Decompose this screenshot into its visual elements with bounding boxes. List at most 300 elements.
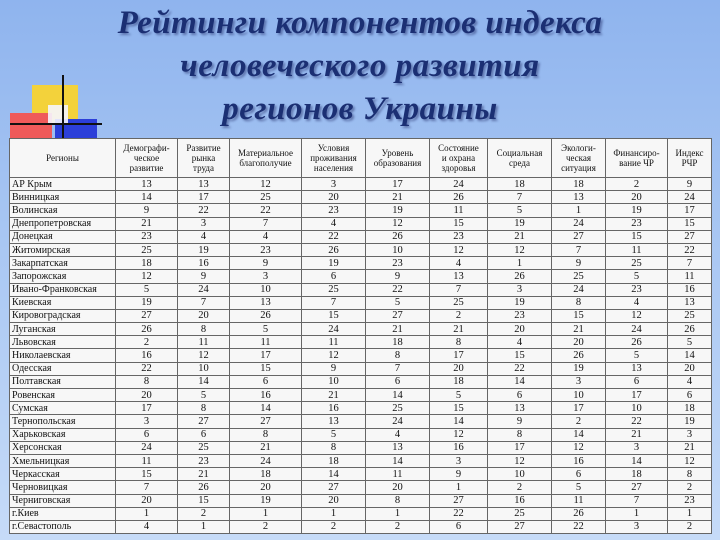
rating-cell: 15 <box>116 468 178 481</box>
rating-cell: 26 <box>116 323 178 336</box>
region-name-cell: Закарпатская <box>10 257 116 270</box>
table-row <box>10 375 712 388</box>
rating-cell: 15 <box>668 217 712 230</box>
rating-cell: 4 <box>668 375 712 388</box>
rating-cell: 26 <box>302 243 366 256</box>
rating-cell: 25 <box>552 270 606 283</box>
rating-cell: 8 <box>230 428 302 441</box>
rating-cell: 3 <box>430 454 488 467</box>
rating-cell: 26 <box>488 270 552 283</box>
rating-cell: 25 <box>366 402 430 415</box>
rating-cell: 3 <box>116 415 178 428</box>
table-row <box>10 454 712 467</box>
table-row <box>10 389 712 402</box>
rating-cell: 21 <box>116 217 178 230</box>
rating-cell: 3 <box>178 217 230 230</box>
rating-cell: 22 <box>178 204 230 217</box>
rating-cell: 9 <box>488 415 552 428</box>
rating-cell: 26 <box>606 336 668 349</box>
rating-cell: 5 <box>178 389 230 402</box>
rating-cell: 2 <box>668 520 712 533</box>
rating-cell: 9 <box>430 468 488 481</box>
rating-cell: 14 <box>668 349 712 362</box>
rating-cell: 21 <box>488 230 552 243</box>
rating-cell: 22 <box>430 507 488 520</box>
table-row <box>10 191 712 204</box>
rating-cell: 10 <box>366 243 430 256</box>
rating-cell: 18 <box>552 178 606 191</box>
rating-cell: 6 <box>366 375 430 388</box>
rating-cell: 8 <box>178 402 230 415</box>
rating-cell: 22 <box>116 362 178 375</box>
rating-cell: 12 <box>178 349 230 362</box>
rating-cell: 5 <box>668 336 712 349</box>
rating-cell: 26 <box>178 481 230 494</box>
rating-cell: 14 <box>116 191 178 204</box>
table-row <box>10 362 712 375</box>
rating-cell: 20 <box>488 323 552 336</box>
region-name-cell: Житомирская <box>10 243 116 256</box>
rating-cell: 8 <box>178 323 230 336</box>
rating-cell: 20 <box>366 481 430 494</box>
rating-cell: 2 <box>430 309 488 322</box>
region-name-cell: Ивано-Франковская <box>10 283 116 296</box>
rating-cell: 4 <box>116 520 178 533</box>
rating-cell: 18 <box>430 375 488 388</box>
rating-cell: 17 <box>668 204 712 217</box>
rating-cell: 2 <box>366 520 430 533</box>
rating-cell: 27 <box>430 494 488 507</box>
rating-cell: 19 <box>302 257 366 270</box>
rating-cell: 3 <box>552 375 606 388</box>
table-row <box>10 323 712 336</box>
rating-cell: 7 <box>606 494 668 507</box>
rating-cell: 20 <box>668 362 712 375</box>
rating-cell: 27 <box>230 415 302 428</box>
title-line-1: Рейтинги компонентов индекса <box>117 5 603 41</box>
rating-cell: 20 <box>606 191 668 204</box>
rating-cell: 11 <box>668 270 712 283</box>
rating-cell: 18 <box>366 336 430 349</box>
rating-cell: 9 <box>552 257 606 270</box>
region-name-cell: Киевская <box>10 296 116 309</box>
rating-cell: 9 <box>178 270 230 283</box>
rating-cell: 8 <box>430 336 488 349</box>
rating-cell: 21 <box>366 323 430 336</box>
table-row <box>10 257 712 270</box>
rating-cell: 25 <box>430 296 488 309</box>
rating-cell: 21 <box>178 468 230 481</box>
rating-cell: 10 <box>552 389 606 402</box>
rating-cell: 4 <box>488 336 552 349</box>
rating-cell: 23 <box>668 494 712 507</box>
rating-cell: 13 <box>178 178 230 191</box>
rating-cell: 1 <box>668 507 712 520</box>
table-body <box>10 178 712 534</box>
rating-cell: 3 <box>606 441 668 454</box>
rating-cell: 27 <box>366 309 430 322</box>
rating-cell: 26 <box>230 309 302 322</box>
rating-cell: 14 <box>230 402 302 415</box>
region-name-cell: Одесская <box>10 362 116 375</box>
rating-cell: 8 <box>366 494 430 507</box>
rating-cell: 15 <box>488 349 552 362</box>
rating-cell: 8 <box>668 468 712 481</box>
table-row <box>10 296 712 309</box>
rating-cell: 9 <box>668 178 712 191</box>
rating-cell: 18 <box>668 402 712 415</box>
rating-cell: 23 <box>302 204 366 217</box>
rating-cell: 16 <box>488 494 552 507</box>
column-header: Индекс РЧР <box>668 139 712 178</box>
table-row <box>10 243 712 256</box>
horizontal-line <box>10 123 102 125</box>
rating-cell: 13 <box>488 402 552 415</box>
rating-cell: 16 <box>430 441 488 454</box>
rating-cell: 22 <box>668 243 712 256</box>
table-row <box>10 178 712 191</box>
rating-cell: 16 <box>116 349 178 362</box>
rating-cell: 3 <box>488 283 552 296</box>
rating-cell: 1 <box>230 507 302 520</box>
rating-cell: 10 <box>178 362 230 375</box>
rating-cell: 26 <box>668 323 712 336</box>
rating-cell: 10 <box>302 375 366 388</box>
rating-cell: 24 <box>552 283 606 296</box>
rating-cell: 6 <box>430 520 488 533</box>
rating-cell: 4 <box>430 257 488 270</box>
table-row <box>10 270 712 283</box>
table-row <box>10 415 712 428</box>
column-header: Уровень образования <box>366 139 430 178</box>
rating-cell: 12 <box>668 454 712 467</box>
rating-cell: 2 <box>178 507 230 520</box>
rating-cell: 24 <box>302 323 366 336</box>
column-header: Развитие рынка труда <box>178 139 230 178</box>
rating-cell: 1 <box>116 507 178 520</box>
rating-cell: 20 <box>178 309 230 322</box>
rating-cell: 14 <box>488 375 552 388</box>
region-name-cell: Тернопольская <box>10 415 116 428</box>
region-name-cell: Харьковская <box>10 428 116 441</box>
rating-cell: 6 <box>302 270 366 283</box>
rating-cell: 11 <box>366 468 430 481</box>
rating-cell: 24 <box>668 191 712 204</box>
rating-cell: 23 <box>430 230 488 243</box>
rating-cell: 18 <box>116 257 178 270</box>
rating-cell: 23 <box>116 230 178 243</box>
white-square <box>48 105 68 125</box>
rating-cell: 18 <box>230 468 302 481</box>
rating-cell: 25 <box>302 283 366 296</box>
rating-cell: 13 <box>116 178 178 191</box>
table-row <box>10 217 712 230</box>
rating-cell: 12 <box>116 270 178 283</box>
rating-cell: 3 <box>302 178 366 191</box>
rating-cell: 22 <box>488 362 552 375</box>
rating-cell: 12 <box>488 243 552 256</box>
rating-cell: 23 <box>230 243 302 256</box>
rating-cell: 27 <box>178 415 230 428</box>
rating-cell: 19 <box>668 415 712 428</box>
ratings-table <box>9 138 712 534</box>
region-name-cell: АР Крым <box>10 178 116 191</box>
rating-cell: 1 <box>606 507 668 520</box>
rating-cell: 19 <box>116 296 178 309</box>
rating-cell: 14 <box>302 468 366 481</box>
rating-cell: 14 <box>552 428 606 441</box>
region-name-cell: Донецкая <box>10 230 116 243</box>
rating-cell: 7 <box>230 217 302 230</box>
region-name-cell: Винницкая <box>10 191 116 204</box>
column-header: Демографи- ческое развитие <box>116 139 178 178</box>
rating-cell: 5 <box>606 270 668 283</box>
rating-cell: 20 <box>302 191 366 204</box>
rating-cell: 5 <box>366 296 430 309</box>
rating-cell: 17 <box>366 178 430 191</box>
rating-cell: 4 <box>606 296 668 309</box>
region-name-cell: Черновицкая <box>10 481 116 494</box>
rating-cell: 2 <box>668 481 712 494</box>
region-name-cell: Ровенская <box>10 389 116 402</box>
rating-cell: 27 <box>552 230 606 243</box>
rating-cell: 12 <box>488 454 552 467</box>
rating-cell: 21 <box>230 441 302 454</box>
page-title <box>60 2 660 131</box>
rating-cell: 9 <box>230 257 302 270</box>
rating-cell: 23 <box>366 257 430 270</box>
rating-cell: 7 <box>552 243 606 256</box>
rating-cell: 13 <box>230 296 302 309</box>
rating-cell: 14 <box>366 454 430 467</box>
rating-cell: 6 <box>116 428 178 441</box>
rating-cell: 19 <box>606 204 668 217</box>
rating-cell: 21 <box>668 441 712 454</box>
rating-cell: 22 <box>230 204 302 217</box>
rating-cell: 9 <box>302 362 366 375</box>
rating-cell: 1 <box>366 507 430 520</box>
rating-cell: 16 <box>302 402 366 415</box>
rating-cell: 12 <box>430 428 488 441</box>
rating-cell: 1 <box>302 507 366 520</box>
rating-cell: 27 <box>488 520 552 533</box>
rating-cell: 5 <box>230 323 302 336</box>
rating-cell: 15 <box>302 309 366 322</box>
rating-cell: 27 <box>668 230 712 243</box>
rating-cell: 5 <box>488 204 552 217</box>
rating-cell: 2 <box>606 178 668 191</box>
rating-cell: 27 <box>302 481 366 494</box>
rating-cell: 10 <box>488 468 552 481</box>
column-header: Регионы <box>10 139 116 178</box>
region-name-cell: Хмельницкая <box>10 454 116 467</box>
column-header: Состояние и охрана здоровья <box>430 139 488 178</box>
rating-cell: 6 <box>230 375 302 388</box>
rating-cell: 13 <box>552 191 606 204</box>
region-name-cell: Луганская <box>10 323 116 336</box>
rating-cell: 21 <box>606 428 668 441</box>
rating-cell: 24 <box>230 454 302 467</box>
rating-cell: 12 <box>430 243 488 256</box>
rating-cell: 18 <box>302 454 366 467</box>
rating-cell: 4 <box>178 230 230 243</box>
table-row <box>10 309 712 322</box>
rating-cell: 13 <box>430 270 488 283</box>
rating-cell: 25 <box>488 507 552 520</box>
rating-cell: 5 <box>552 481 606 494</box>
table-header-row <box>10 139 712 178</box>
rating-cell: 1 <box>552 204 606 217</box>
rating-cell: 18 <box>488 178 552 191</box>
rating-cell: 17 <box>552 402 606 415</box>
rating-cell: 6 <box>606 375 668 388</box>
rating-cell: 19 <box>552 362 606 375</box>
rating-cell: 17 <box>116 402 178 415</box>
rating-cell: 5 <box>430 389 488 402</box>
rating-cell: 16 <box>552 454 606 467</box>
rating-cell: 27 <box>116 309 178 322</box>
rating-cell: 11 <box>116 454 178 467</box>
table-row <box>10 283 712 296</box>
rating-cell: 2 <box>302 520 366 533</box>
rating-cell: 5 <box>606 349 668 362</box>
rating-cell: 17 <box>488 441 552 454</box>
rating-cell: 2 <box>552 415 606 428</box>
rating-cell: 12 <box>606 309 668 322</box>
rating-cell: 15 <box>178 494 230 507</box>
region-name-cell: г.Севастополь <box>10 520 116 533</box>
table-row <box>10 402 712 415</box>
region-name-cell: Полтавская <box>10 375 116 388</box>
rating-cell: 6 <box>178 428 230 441</box>
region-name-cell: Херсонская <box>10 441 116 454</box>
rating-cell: 19 <box>488 296 552 309</box>
rating-cell: 26 <box>552 507 606 520</box>
rating-cell: 18 <box>606 468 668 481</box>
rating-cell: 2 <box>230 520 302 533</box>
rating-cell: 2 <box>116 336 178 349</box>
rating-cell: 25 <box>668 309 712 322</box>
rating-cell: 17 <box>430 349 488 362</box>
rating-cell: 23 <box>488 309 552 322</box>
table-row <box>10 520 712 533</box>
rating-cell: 15 <box>430 402 488 415</box>
rating-cell: 11 <box>606 243 668 256</box>
rating-cell: 8 <box>552 296 606 309</box>
table-row <box>10 204 712 217</box>
rating-cell: 24 <box>116 441 178 454</box>
column-header: Материальное благополучие <box>230 139 302 178</box>
rating-cell: 19 <box>488 217 552 230</box>
rating-cell: 11 <box>552 494 606 507</box>
rating-cell: 1 <box>430 481 488 494</box>
rating-cell: 11 <box>178 336 230 349</box>
rating-cell: 9 <box>366 270 430 283</box>
rating-cell: 6 <box>668 389 712 402</box>
rating-cell: 14 <box>606 454 668 467</box>
rating-cell: 20 <box>552 336 606 349</box>
rating-cell: 7 <box>430 283 488 296</box>
rating-cell: 25 <box>116 243 178 256</box>
rating-cell: 24 <box>366 415 430 428</box>
rating-cell: 20 <box>430 362 488 375</box>
rating-cell: 7 <box>668 257 712 270</box>
rating-cell: 15 <box>230 362 302 375</box>
rating-cell: 15 <box>606 230 668 243</box>
rating-cell: 21 <box>430 323 488 336</box>
rating-cell: 8 <box>366 349 430 362</box>
rating-cell: 21 <box>302 389 366 402</box>
rating-cell: 23 <box>178 454 230 467</box>
rating-cell: 20 <box>116 389 178 402</box>
rating-cell: 12 <box>552 441 606 454</box>
rating-cell: 14 <box>178 375 230 388</box>
ratings-table-container <box>9 138 711 534</box>
rating-cell: 15 <box>430 217 488 230</box>
rating-cell: 20 <box>302 494 366 507</box>
rating-cell: 17 <box>606 389 668 402</box>
rating-cell: 10 <box>230 283 302 296</box>
rating-cell: 13 <box>668 296 712 309</box>
rating-cell: 19 <box>230 494 302 507</box>
rating-cell: 3 <box>668 428 712 441</box>
rating-cell: 11 <box>430 204 488 217</box>
table-row <box>10 494 712 507</box>
rating-cell: 2 <box>488 481 552 494</box>
rating-cell: 11 <box>230 336 302 349</box>
table-row <box>10 481 712 494</box>
table-row <box>10 336 712 349</box>
rating-cell: 26 <box>366 230 430 243</box>
rating-cell: 13 <box>366 441 430 454</box>
table-row <box>10 428 712 441</box>
rating-cell: 14 <box>366 389 430 402</box>
rating-cell: 22 <box>606 415 668 428</box>
region-name-cell: Днепропетровская <box>10 217 116 230</box>
rating-cell: 12 <box>230 178 302 191</box>
rating-cell: 7 <box>366 362 430 375</box>
rating-cell: 16 <box>230 389 302 402</box>
rating-cell: 20 <box>116 494 178 507</box>
table-row <box>10 230 712 243</box>
rating-cell: 27 <box>606 481 668 494</box>
rating-cell: 7 <box>302 296 366 309</box>
rating-cell: 6 <box>488 389 552 402</box>
rating-cell: 16 <box>668 283 712 296</box>
rating-cell: 15 <box>552 309 606 322</box>
rating-cell: 22 <box>302 230 366 243</box>
rating-cell: 25 <box>606 257 668 270</box>
rating-cell: 23 <box>606 217 668 230</box>
rating-cell: 10 <box>606 402 668 415</box>
rating-cell: 14 <box>430 415 488 428</box>
region-name-cell: г.Киев <box>10 507 116 520</box>
column-header: Финансиро- вание ЧР <box>606 139 668 178</box>
rating-cell: 25 <box>178 441 230 454</box>
region-name-cell: Кировоградская <box>10 309 116 322</box>
rating-cell: 4 <box>230 230 302 243</box>
rating-cell: 11 <box>302 336 366 349</box>
rating-cell: 7 <box>116 481 178 494</box>
column-header: Социальная среда <box>488 139 552 178</box>
region-name-cell: Николаевская <box>10 349 116 362</box>
title-line-3: регионов Украины <box>222 91 498 127</box>
rating-cell: 13 <box>606 362 668 375</box>
rating-cell: 26 <box>552 349 606 362</box>
rating-cell: 1 <box>488 257 552 270</box>
rating-cell: 7 <box>488 191 552 204</box>
rating-cell: 13 <box>302 415 366 428</box>
